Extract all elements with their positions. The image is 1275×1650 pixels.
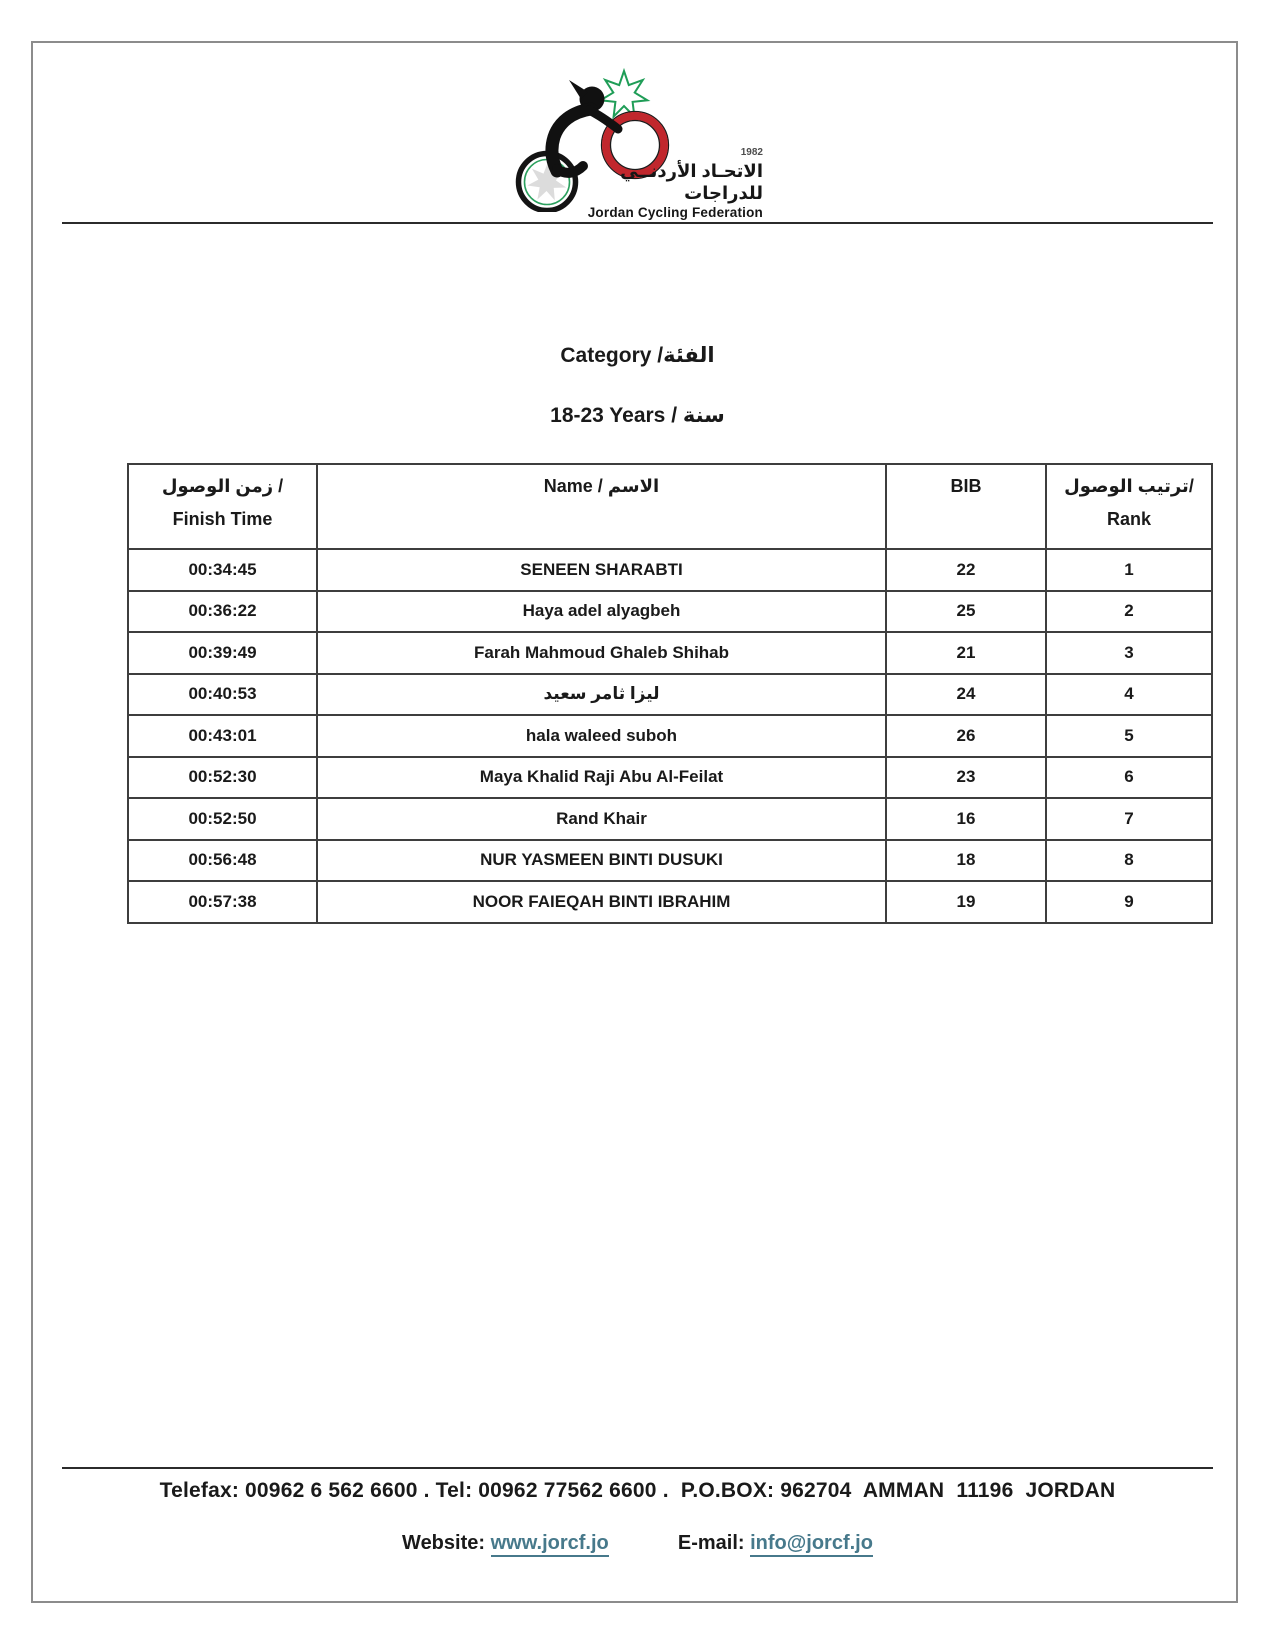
- bib-cell: 26: [886, 715, 1046, 757]
- table-row: [128, 715, 1212, 757]
- age-group-heading: 18-23 Years / سنة: [550, 404, 725, 427]
- bib-header: BIB: [886, 464, 1046, 549]
- rank-cell: 6: [1046, 757, 1212, 799]
- table-row: [128, 840, 1212, 882]
- name-cell: Farah Mahmoud Ghaleb Shihab: [317, 632, 886, 674]
- bib-cell: 21: [886, 632, 1046, 674]
- name-cell: Rand Khair: [317, 798, 886, 840]
- table-row: [128, 881, 1212, 923]
- bib-cell: 23: [886, 757, 1046, 799]
- rank-cell: 2: [1046, 591, 1212, 633]
- name-cell: Haya adel alyagbeh: [317, 591, 886, 633]
- footer-divider: [62, 1467, 1213, 1469]
- name-cell: Maya Khalid Raji Abu Al-Feilat: [317, 757, 886, 799]
- logo-title-arabic: الاتحـاد الأردنــي للدراجات: [620, 161, 763, 203]
- finish-time-cell: 00:52:50: [128, 798, 317, 840]
- table-row: [128, 549, 1212, 591]
- footer-links-line: [0, 1532, 1275, 1555]
- rank-cell: 8: [1046, 840, 1212, 882]
- rank-cell: 7: [1046, 798, 1212, 840]
- table-row: [128, 632, 1212, 674]
- name-cell: hala waleed suboh: [317, 715, 886, 757]
- bib-cell: 22: [886, 549, 1046, 591]
- finish-time-header: زمن الوصول / Finish Time: [128, 464, 317, 549]
- rank-cell: 1: [1046, 549, 1212, 591]
- name-cell: NOOR FAIEQAH BINTI IBRAHIM: [317, 881, 886, 923]
- logo-text-block: [560, 148, 763, 221]
- website-link[interactable]: www.jorcf.jo: [491, 1532, 609, 1557]
- finish-time-cell: 00:36:22: [128, 591, 317, 633]
- rank-cell: 5: [1046, 715, 1212, 757]
- bib-cell: 25: [886, 591, 1046, 633]
- bib-cell: 16: [886, 798, 1046, 840]
- results-table: [127, 463, 1213, 924]
- finish-time-cell: 00:34:45: [128, 549, 317, 591]
- rank-cell: 9: [1046, 881, 1212, 923]
- finish-time-cell: 00:43:01: [128, 715, 317, 757]
- finish-time-cell: 00:40:53: [128, 674, 317, 716]
- logo-year: 1982: [740, 147, 763, 158]
- email-link[interactable]: info@jorcf.jo: [750, 1532, 873, 1557]
- website-label: Website:: [402, 1532, 486, 1554]
- rank-cell: 4: [1046, 674, 1212, 716]
- category-heading: Category /الفئة: [560, 344, 715, 367]
- finish-time-cell: 00:52:30: [128, 757, 317, 799]
- name-cell: NUR YASMEEN BINTI DUSUKI: [317, 840, 886, 882]
- table-row: [128, 674, 1212, 716]
- table-row: [128, 591, 1212, 633]
- bib-cell: 24: [886, 674, 1046, 716]
- bib-cell: 19: [886, 881, 1046, 923]
- email-label: E-mail:: [677, 1532, 745, 1554]
- logo-title-english: Jordan Cycling Federation: [587, 205, 763, 220]
- table-header-row: [128, 464, 1212, 549]
- rank-header: ترتيب الوصول/ Rank: [1046, 464, 1212, 549]
- footer-contact-line: Telefax: 00962 6 562 6600 . Tel: 00962 77562 6600 . P.O.BOX: 962704 AMMAN 11196 JORDAN: [159, 1479, 1116, 1502]
- header-divider: [62, 222, 1213, 224]
- name-header: Name / الاسم: [317, 464, 886, 549]
- finish-time-cell: 00:39:49: [128, 632, 317, 674]
- finish-time-cell: 00:57:38: [128, 881, 317, 923]
- name-cell: SENEEN SHARABTI: [317, 549, 886, 591]
- name-cell: ليزا ثامر سعيد: [317, 674, 886, 716]
- finish-time-cell: 00:56:48: [128, 840, 317, 882]
- star-outline-icon: [601, 71, 648, 117]
- rank-cell: 3: [1046, 632, 1212, 674]
- table-row: [128, 798, 1212, 840]
- table-row: [128, 757, 1212, 799]
- bib-cell: 18: [886, 840, 1046, 882]
